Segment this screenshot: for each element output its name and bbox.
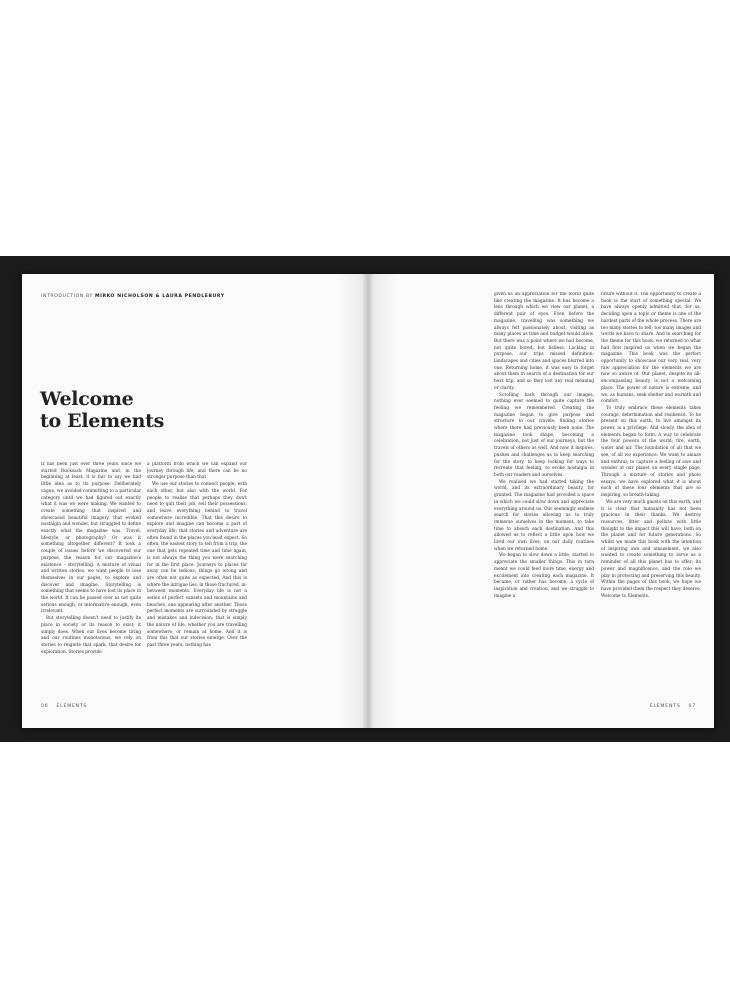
right-folio [650,704,696,709]
right-page [368,274,714,728]
article-title-line2: to Elements [40,410,165,432]
right-page-column-1 [494,292,594,714]
byline-authors: MIRKO NICHOLSON & LAURA PENDLEBURY [94,294,225,299]
running-title: ELEMENTS [56,704,88,709]
article-title-line1: Welcome [40,388,134,410]
paragraph: But storytelling doesn't need to justify its place in society or its reason to exist; it simply does. When our lives become tiring and our routines monotonous, we rely on stories to reignite that spark, that desire for exploration. Stories provide [41,616,141,655]
book-spread [22,274,714,728]
right-page-column-2 [601,292,701,714]
paragraph: We use our stories to connect people; with each other, but also with the world. For people to realise that perhaps they don't need to quit their job, sell their possessions, and leave everything behind to travel somewhere incredible. That this desire to explore and imagine can become a part of everyday life; that stories and adventure are often found in the places you least expect. So often, the easiest story to tell from a trip, the one that gets repeated time and time again, is not always the thing you were searching for in the first place. Journeys to places far away can be tedious; things go wrong and are often not quite as expected. And this is where the intrigue lies, in those fractured, in-between moments. Everyday life is not a series of perfect sunsets and mountains and beaches, one appearing after another. Those perfect moments are surrounded by struggle and mistakes and indecision; that is simply the nature of life, whether you are travelling somewhere, or remain at home. And it is from this that our stories emerge. Over the past three years, nothing has [147,482,247,648]
paragraph: Scrolling back through our images, nothing ever seemed to quite capture the feeling we remembered. Creating the magazine began to give purpose and structure to our travels; finding stories where there had previously been none. The magazine took shape, becoming a celebration, not just of our journeys, but the travels of others as well. And now it inspires, pushes and challenges us to keep searching for the story, to keep looking for ways to recreate that feeling, to evoke nostalgia in both our readers and ourselves. [494,392,594,478]
article-title [40,388,164,432]
paragraph: future without it. The opportunity to create a book is the start of something special. We have always openly admitted that, for us, deciding upon a topic or theme is one of the hardest parts of the whole process. There are too many stories to tell; too many images and words we have to share. And in searching for the theme for this book, we returned to what had first inspired us when we began the magazine. This book was the perfect opportunity to showcase our very real, very raw appreciation for the elements we are now so aware of. Our planet, despite its all-encompassing beauty, is not a welcoming place. The power of nature is extreme, and we, as humans, seek shelter and warmth and comfort. [601,292,701,405]
paragraph: To truly embrace these elements takes courage, determination and resilience. To be present on this earth, to live amongst its power, is a privilege. And slowly, the idea of elements began to form. A way to celebrate the four powers of the world; fire, earth, water and air. The foundation of all that we see, of all we experience. We want to amaze and enthral; to capture a feeling of awe and wonder at our planet on every single page. Through a mixture of stories and photo essays, we have explored what it is about each of these four elements that are so inspiring, so breath-taking. [601,405,701,499]
paragraph: given us an appreciation for the world quite like creating the magazine. It has become a lens through which we view our planet; a different pair of eyes. Even before the magazine, travelling was something we always felt passionately about, visiting as many places as time and budget would allow. But there was a point where we had become, not quite bored, but listless. Lacking in purpose, our trips missed definition; landscapes and cities and spaces blurred into one. Returning home, it was easy to forget about them in search of a destination for our next trip, and so they lost any real meaning or clarity. [494,292,594,391]
paragraph: a platform from which we can expand our journey through life, and there can be no stronger purpose than that. [147,462,247,481]
left-folio [41,704,87,709]
paragraph: We realised we had started taking the world, and its extraordinary beauty, for granted. The magazine had provided a space in which we could slow down and appreciate everything around us. Our seemingly endless search for stories allowing us to truly immerse ourselves in the moment, to take time to absorb each destination. And this allowed us to reflect a little upon how we lived our own lives, on our daily routines when we returned home. [494,479,594,552]
paragraph: We are very much guests on this earth, and it is clear that humanity has not been gracious in their thanks. We destroy resources, litter and pollute with little thought to the impact this will have, both on the planet and for future generations. So whilst we made this book with the intention of inspiring awe and amazement, we also wanted to create something to serve as a reminder of all this planet has to offer; its power and magnificence, and the role we play in protecting and preserving this beauty. Within the pages of this book, we hope we have provided them the respect they deserve. Welcome to Elements. [601,499,701,599]
byline-prefix: INTRODUCTION BY [41,294,93,299]
paragraph: It has been just over three years since we started Rucksack Magazine and, in the beginning at least, it is fair to say we had little idea as to its purpose. Deliberately vague, we avoided committing to a particular category until we had figured out exactly what it was we were making. We wanted to create something that inspired and showcased beautiful imagery, that evoked nostalgia and wonder, but struggled to define exactly what the magazine was. Travel, lifestyle, or photography? Or was it something altogether different? It took a couple of issues before we discovered our purpose, the reason for our magazine's existence - storytelling. A mixture of visual and written stories, we want people to lose themselves in our pages, to explore and discover and imagine. Storytelling is something that seems to have lost its place in the world. It can be passed over as not quite serious enough, or informative enough, even irrelevant. [41,462,141,615]
page-number: 07 [688,704,696,709]
left-page [22,274,368,728]
left-page-column-2 [147,462,247,712]
spread-background [0,256,730,742]
page-number: 06 [41,704,49,709]
paragraph: We began to slow down a little, started to appreciate the smaller things. This in turn meant we could feed more time, energy and excitement into creating each magazine. It became, or rather has become, a cycle of inspiration and creation, and we struggle to imagine a [494,553,594,599]
byline [41,294,225,299]
left-page-column-1 [41,462,141,712]
running-title: ELEMENTS [649,704,681,709]
